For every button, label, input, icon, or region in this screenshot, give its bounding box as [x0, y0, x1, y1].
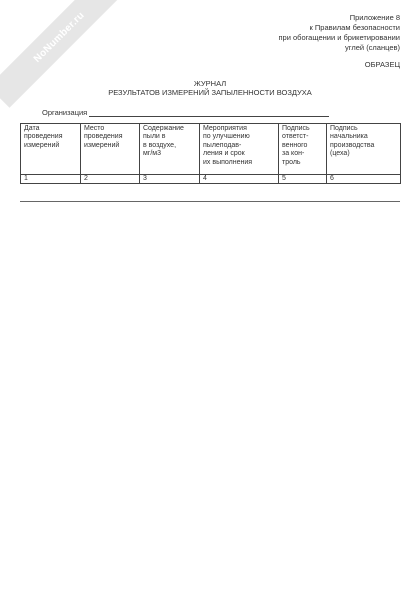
bottom-divider — [20, 201, 400, 202]
column-number: 2 — [81, 175, 140, 184]
table-number-row — [21, 175, 401, 184]
watermark-text: NoNumber.ru — [31, 9, 87, 65]
appendix-line: при обогащении и брикетировании — [278, 33, 400, 42]
column-number: 4 — [200, 175, 279, 184]
appendix-reference — [278, 13, 400, 53]
appendix-line: к Правилам безопасности — [309, 23, 400, 32]
column-number: 1 — [21, 175, 81, 184]
column-header: Место проведения измерений — [81, 124, 140, 175]
organization-label: Организация — [42, 108, 88, 117]
column-number: 5 — [279, 175, 327, 184]
organization-field — [42, 108, 329, 117]
document-title: ЖУРНАЛ — [193, 79, 227, 88]
appendix-line: углей (сланцев) — [345, 43, 400, 52]
column-header: Дата проведения измерений — [21, 124, 81, 175]
column-number: 6 — [327, 175, 401, 184]
column-header: Содержание пыли в в воздухе, мг/м3 — [140, 124, 200, 175]
column-header: Подпись ответст- венного за кон- троль — [279, 124, 327, 175]
table-header-row — [21, 124, 401, 175]
organization-blank-line — [89, 108, 329, 117]
document-subtitle: РЕЗУЛЬТАТОВ ИЗМЕРЕНИЙ ЗАПЫЛЕННОСТИ ВОЗДУХА — [108, 88, 312, 97]
sample-label: ОБРАЗЕЦ — [364, 60, 400, 69]
appendix-line: Приложение 8 — [349, 13, 400, 22]
column-header: Подпись начальника производства (цеха) — [327, 124, 401, 175]
column-number: 3 — [140, 175, 200, 184]
journal-table — [20, 123, 401, 184]
column-header: Мероприятия по улучшению пылеподав- ления и срок их выполнения — [200, 124, 279, 175]
